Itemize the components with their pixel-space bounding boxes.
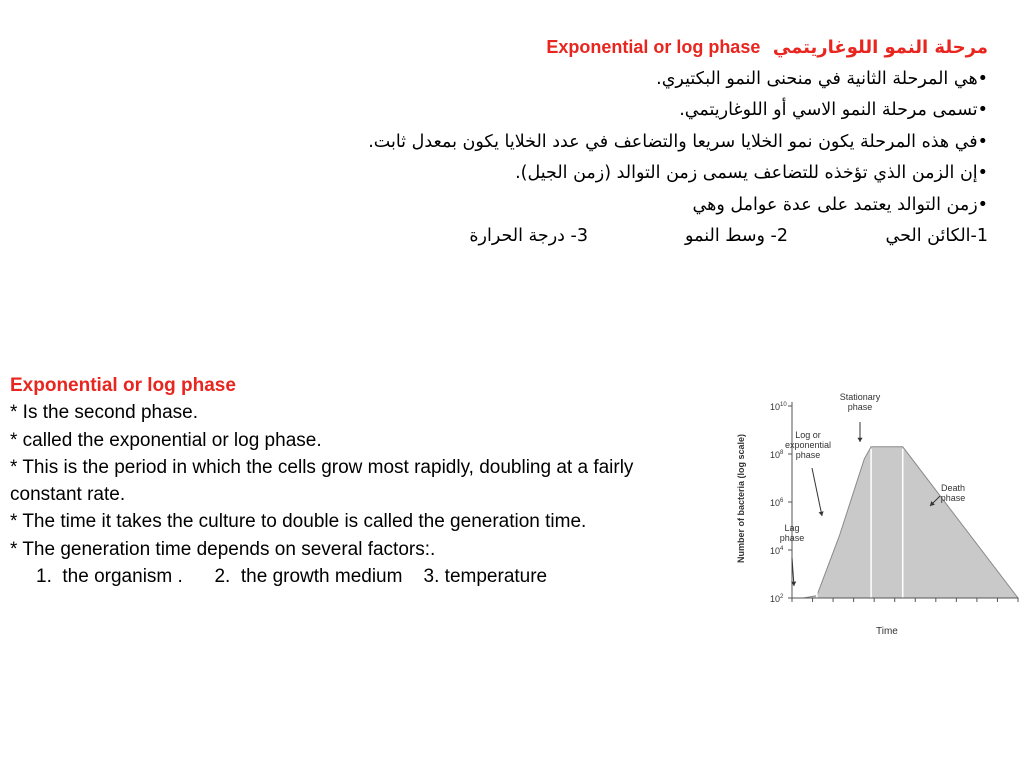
arabic-factor: 1-الكائن الحي: [885, 226, 988, 246]
y-tick-exponent: 4: [780, 546, 784, 552]
english-section: [10, 372, 690, 590]
english-line: * This is the period in which the cells grow most rapidly, doubling at a fairly constant rate.: [10, 456, 634, 506]
arabic-factor: 3- درجة الحرارة: [469, 226, 588, 246]
x-axis-label: Time: [876, 626, 898, 637]
y-tick-exponent: 2: [780, 594, 784, 600]
log-phase-label: phase: [795, 450, 821, 460]
arabic-line: •إن الزمن الذي تؤخذه للتضاعف يسمى زمن التوالد (زمن الجيل).: [515, 163, 988, 183]
log-phase-label: Log or: [795, 430, 821, 440]
stationary-arrow-head: [857, 438, 862, 442]
arabic-line: •تسمى مرحلة النمو الاسي أو اللوغاريتمي.: [679, 100, 988, 120]
y-tick-exponent: 6: [780, 498, 784, 504]
english-line: * The generation time depends on several factors:.: [10, 538, 436, 560]
stationary-phase-label: phase: [847, 402, 873, 412]
y-tick-label: $10^8$: [770, 450, 784, 460]
lag-phase-label: Lag: [784, 523, 800, 533]
stationary-phase-label: Stationary: [839, 392, 881, 402]
y-tick-exponent: 10: [780, 402, 787, 408]
english-heading: Exponential or log phase: [10, 375, 236, 396]
y-tick-exponent: 8: [780, 450, 784, 456]
arabic-line: •هي المرحلة الثانية في منحنى النمو البكتيري.: [656, 68, 988, 89]
arabic-line: •زمن التوالد يعتمد على عدة عوامل وهي: [692, 194, 988, 215]
english-line: * called the exponential or log phase.: [10, 429, 322, 451]
y-tick-label: $10^6$: [770, 498, 784, 508]
y-tick-label: $10^{10}$: [770, 402, 787, 412]
english-line: * Is the second phase.: [10, 402, 199, 424]
death-phase-label: Death: [940, 483, 966, 493]
y-tick-label: $10^2$: [770, 594, 784, 604]
arabic-heading-text: مرحلة النمو اللوغاريتمي: [772, 37, 988, 58]
log-arrow-head: [819, 511, 824, 516]
log-phase-label: exponential: [784, 440, 832, 450]
growth-curve-svg: [732, 388, 1022, 643]
death-phase-label: phase: [940, 493, 966, 503]
arabic-section: [228, 32, 988, 253]
lag-phase-label: phase: [779, 533, 805, 543]
arabic-factors: [228, 221, 988, 253]
arabic-heading: [228, 32, 988, 64]
arabic-heading-english: Exponential or log phase: [546, 37, 761, 57]
y-axis-label: Number of bacteria (log scale): [736, 433, 746, 563]
growth-curve-area: [792, 447, 1018, 598]
y-tick-label: $10^4$: [770, 546, 784, 556]
growth-curve-chart: [732, 388, 1022, 643]
arabic-factor: 2- وسط النمو: [685, 226, 788, 246]
english-factors: 1. the organism . 2. the growth medium 3. temperature: [36, 566, 548, 588]
english-line: * The time it takes the culture to double is called the generation time.: [10, 511, 587, 533]
arabic-line: •في هذه المرحلة يكون نمو الخلايا سريعا والتضاعف في عدد الخلايا يكون بمعدل ثابت.: [368, 131, 988, 152]
